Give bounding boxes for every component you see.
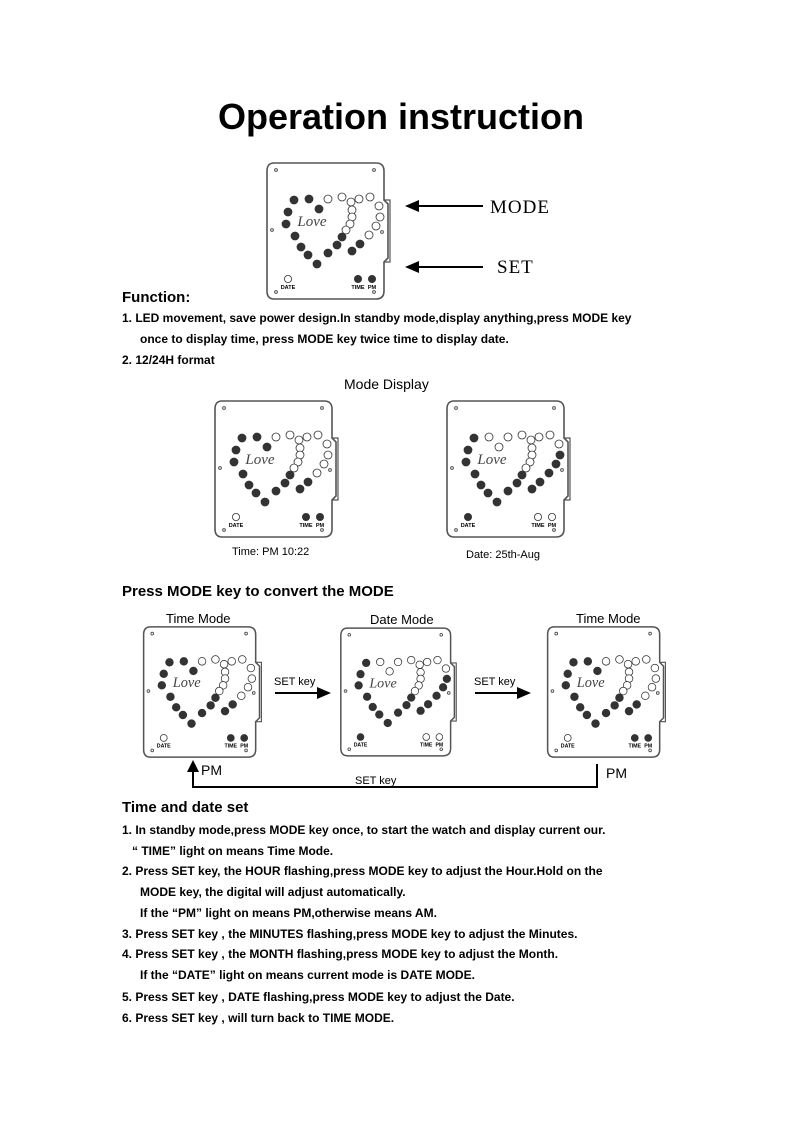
instruction-line: 6. Press SET key , will turn back to TIME MODE. bbox=[122, 1011, 395, 1025]
led bbox=[244, 683, 252, 691]
led bbox=[528, 485, 536, 493]
led bbox=[190, 667, 198, 675]
status-led bbox=[548, 513, 555, 520]
led bbox=[584, 658, 592, 666]
led bbox=[320, 460, 328, 468]
led bbox=[179, 711, 187, 719]
led bbox=[238, 656, 246, 664]
status-label: PM bbox=[435, 742, 444, 749]
watch-title: Time Mode bbox=[166, 611, 231, 626]
instruction-line: 2. Press SET key, the HOUR flashing,press MODE key to adjust the Hour.Hold on the bbox=[122, 864, 603, 878]
led bbox=[372, 222, 380, 230]
led bbox=[407, 694, 415, 702]
instruction-line: 3. Press SET key , the MINUTES flashing,press MODE key to adjust the Minutes. bbox=[122, 927, 578, 941]
led bbox=[633, 701, 641, 709]
led bbox=[286, 431, 294, 439]
led bbox=[166, 658, 174, 666]
led bbox=[188, 720, 196, 728]
led bbox=[583, 711, 591, 719]
status-label: TIME bbox=[224, 743, 238, 750]
led bbox=[338, 193, 346, 201]
led bbox=[230, 458, 238, 466]
led bbox=[295, 436, 303, 444]
status-led bbox=[354, 275, 361, 282]
led bbox=[394, 658, 402, 666]
led bbox=[229, 701, 237, 709]
led bbox=[462, 458, 470, 466]
led bbox=[272, 487, 280, 495]
led bbox=[323, 440, 331, 448]
led bbox=[555, 440, 563, 448]
led bbox=[376, 711, 384, 719]
status-label: DATE bbox=[156, 743, 171, 750]
led bbox=[624, 660, 632, 668]
led bbox=[363, 693, 371, 701]
led bbox=[212, 656, 220, 664]
led bbox=[648, 683, 656, 691]
led bbox=[423, 658, 431, 666]
led bbox=[239, 470, 247, 478]
led bbox=[261, 498, 269, 506]
led bbox=[416, 661, 424, 669]
instruction-line: If the “PM” light on means PM,otherwise means AM. bbox=[140, 906, 437, 920]
led bbox=[602, 709, 610, 717]
led bbox=[263, 443, 271, 451]
led bbox=[616, 656, 624, 664]
love-logo: Love bbox=[297, 214, 327, 230]
status-led bbox=[534, 513, 541, 520]
led bbox=[375, 202, 383, 210]
led bbox=[632, 658, 640, 666]
mode-label: MODE bbox=[490, 197, 550, 218]
led bbox=[313, 260, 321, 268]
led bbox=[238, 434, 246, 442]
watch-diagram bbox=[138, 624, 268, 760]
led bbox=[291, 232, 299, 240]
set-key-label: SET key bbox=[274, 676, 316, 688]
led bbox=[304, 251, 312, 259]
status-label: DATE bbox=[560, 743, 575, 750]
led bbox=[651, 664, 659, 672]
status-label: DATE bbox=[228, 523, 244, 529]
led bbox=[286, 471, 294, 479]
led bbox=[297, 243, 305, 251]
set-label: SET bbox=[497, 257, 534, 278]
led bbox=[324, 195, 332, 203]
led bbox=[424, 700, 432, 708]
mode-display-heading: Mode Display bbox=[344, 376, 429, 392]
led bbox=[504, 487, 512, 495]
led bbox=[290, 196, 298, 204]
led bbox=[434, 656, 442, 664]
led bbox=[386, 668, 394, 676]
led bbox=[252, 489, 260, 497]
status-led bbox=[645, 735, 652, 742]
led bbox=[571, 693, 579, 701]
led bbox=[369, 703, 377, 711]
led bbox=[348, 247, 356, 255]
function-line: 1. LED movement, save power design.In standby mode,display anything,press MODE key bbox=[122, 311, 632, 325]
set-arrow-icon bbox=[405, 259, 485, 275]
led bbox=[407, 656, 415, 664]
watch-diagram bbox=[212, 398, 342, 540]
status-label: DATE bbox=[460, 523, 476, 529]
led bbox=[220, 660, 228, 668]
led bbox=[546, 431, 554, 439]
led bbox=[198, 709, 206, 717]
instruction-line: 4. Press SET key , the MONTH flashing,press MODE key to adjust the Month. bbox=[122, 947, 559, 961]
led bbox=[207, 702, 215, 710]
status-led bbox=[564, 735, 571, 742]
led bbox=[347, 198, 355, 206]
led bbox=[518, 471, 526, 479]
led bbox=[232, 446, 240, 454]
led bbox=[362, 659, 370, 667]
love-logo: Love bbox=[576, 675, 605, 692]
led bbox=[576, 703, 584, 711]
status-led bbox=[302, 513, 309, 520]
status-led bbox=[631, 735, 638, 742]
led bbox=[158, 681, 166, 689]
led bbox=[443, 675, 451, 683]
status-label: PM bbox=[547, 523, 557, 529]
led bbox=[641, 692, 649, 700]
led bbox=[314, 431, 322, 439]
led bbox=[272, 433, 280, 441]
instruction-line: 5. Press SET key , DATE flashing,press MODE key to adjust the Date. bbox=[122, 990, 515, 1004]
led bbox=[245, 481, 253, 489]
led bbox=[602, 658, 610, 666]
led bbox=[284, 208, 292, 216]
led bbox=[198, 658, 206, 666]
led bbox=[333, 241, 341, 249]
led bbox=[356, 240, 364, 248]
led bbox=[282, 220, 290, 228]
led bbox=[552, 460, 560, 468]
led bbox=[248, 675, 256, 683]
led bbox=[315, 205, 323, 213]
status-led bbox=[368, 275, 375, 282]
led bbox=[556, 451, 564, 459]
led bbox=[228, 658, 236, 666]
led bbox=[305, 195, 313, 203]
led bbox=[172, 703, 180, 711]
watch-diagram bbox=[338, 625, 460, 759]
led bbox=[616, 694, 624, 702]
arrow-right-icon bbox=[475, 686, 531, 700]
watch-diagram bbox=[264, 160, 394, 302]
led bbox=[513, 479, 521, 487]
led bbox=[484, 489, 492, 497]
led bbox=[237, 692, 245, 700]
love-logo: Love bbox=[172, 675, 201, 692]
status-label: TIME bbox=[531, 523, 545, 529]
led bbox=[504, 433, 512, 441]
status-label: TIME bbox=[351, 285, 365, 291]
led bbox=[535, 433, 543, 441]
status-label: TIME bbox=[628, 743, 642, 750]
led bbox=[167, 693, 175, 701]
led bbox=[652, 675, 660, 683]
time-date-set-heading: Time and date set bbox=[122, 799, 249, 816]
led bbox=[442, 665, 450, 673]
led bbox=[518, 431, 526, 439]
led bbox=[338, 233, 346, 241]
status-led bbox=[316, 513, 323, 520]
led bbox=[365, 231, 373, 239]
status-led bbox=[436, 734, 443, 741]
function-heading: Function: bbox=[122, 289, 191, 306]
pm-label: PM bbox=[606, 765, 627, 781]
arrow-right-icon bbox=[275, 686, 331, 700]
led bbox=[564, 670, 572, 678]
led bbox=[304, 478, 312, 486]
led bbox=[324, 451, 332, 459]
led bbox=[376, 658, 384, 666]
led bbox=[281, 479, 289, 487]
led bbox=[403, 701, 411, 709]
led bbox=[355, 195, 363, 203]
function-line: once to display time, press MODE key twice time to display date. bbox=[140, 332, 509, 346]
led bbox=[625, 707, 633, 715]
watch-title: Time Mode bbox=[576, 611, 641, 626]
mode-arrow-icon bbox=[405, 198, 485, 214]
led bbox=[355, 682, 363, 690]
pm-label: PM bbox=[201, 762, 222, 778]
status-led bbox=[241, 735, 248, 742]
led bbox=[493, 498, 501, 506]
status-label: PM bbox=[644, 743, 653, 750]
date-caption: Date: 25th-Aug bbox=[466, 549, 540, 561]
watch-diagram bbox=[542, 624, 672, 760]
led bbox=[357, 670, 365, 678]
status-label: DATE bbox=[280, 285, 296, 291]
time-caption: Time: PM 10:22 bbox=[232, 546, 310, 558]
led bbox=[384, 719, 392, 727]
led bbox=[221, 707, 229, 715]
instruction-line: “ TIME” light on means Time Mode. bbox=[132, 844, 334, 858]
led bbox=[439, 684, 447, 692]
led bbox=[324, 249, 332, 257]
led bbox=[366, 193, 374, 201]
status-label: TIME bbox=[299, 523, 313, 529]
status-led bbox=[423, 734, 430, 741]
led bbox=[477, 481, 485, 489]
led bbox=[470, 434, 478, 442]
led bbox=[562, 681, 570, 689]
led bbox=[433, 692, 441, 700]
led bbox=[642, 656, 650, 664]
status-label: PM bbox=[240, 743, 249, 750]
love-logo: Love bbox=[477, 452, 507, 468]
led bbox=[394, 709, 402, 717]
led bbox=[495, 443, 503, 451]
watch-title: Date Mode bbox=[370, 612, 434, 627]
led bbox=[212, 694, 220, 702]
led bbox=[464, 446, 472, 454]
status-label: PM bbox=[367, 285, 377, 291]
status-led bbox=[232, 513, 239, 520]
led bbox=[160, 670, 168, 678]
led bbox=[485, 433, 493, 441]
love-logo: Love bbox=[245, 452, 275, 468]
love-logo: Love bbox=[369, 675, 397, 692]
led bbox=[313, 469, 321, 477]
status-label: PM bbox=[315, 523, 325, 529]
led bbox=[611, 702, 619, 710]
status-led bbox=[227, 735, 234, 742]
led bbox=[296, 485, 304, 493]
set-key-label: SET key bbox=[474, 676, 516, 688]
led bbox=[417, 707, 425, 715]
led bbox=[570, 658, 578, 666]
status-label: DATE bbox=[353, 742, 368, 749]
led bbox=[376, 213, 384, 221]
led bbox=[594, 667, 602, 675]
page-title: Operation instruction bbox=[217, 96, 584, 137]
led bbox=[303, 433, 311, 441]
status-led bbox=[357, 734, 364, 741]
led bbox=[536, 478, 544, 486]
led bbox=[471, 470, 479, 478]
led bbox=[180, 658, 188, 666]
status-led bbox=[284, 275, 291, 282]
led bbox=[527, 436, 535, 444]
convert-heading: Press MODE key to convert the MODE bbox=[122, 583, 394, 600]
led bbox=[592, 720, 600, 728]
led bbox=[247, 664, 255, 672]
instruction-line: 1. In standby mode,press MODE key once, to start the watch and display current our. bbox=[122, 823, 606, 837]
set-key-label: SET key bbox=[355, 775, 397, 787]
status-led bbox=[464, 513, 471, 520]
status-led bbox=[160, 735, 167, 742]
status-label: TIME bbox=[420, 742, 433, 749]
led bbox=[253, 433, 261, 441]
function-line: 2. 12/24H format bbox=[122, 353, 215, 367]
watch-diagram bbox=[444, 398, 574, 540]
instruction-line: MODE key, the digital will adjust automatically. bbox=[140, 885, 406, 899]
led bbox=[545, 469, 553, 477]
instruction-line: If the “DATE” light on means current mode is DATE MODE. bbox=[140, 968, 475, 982]
